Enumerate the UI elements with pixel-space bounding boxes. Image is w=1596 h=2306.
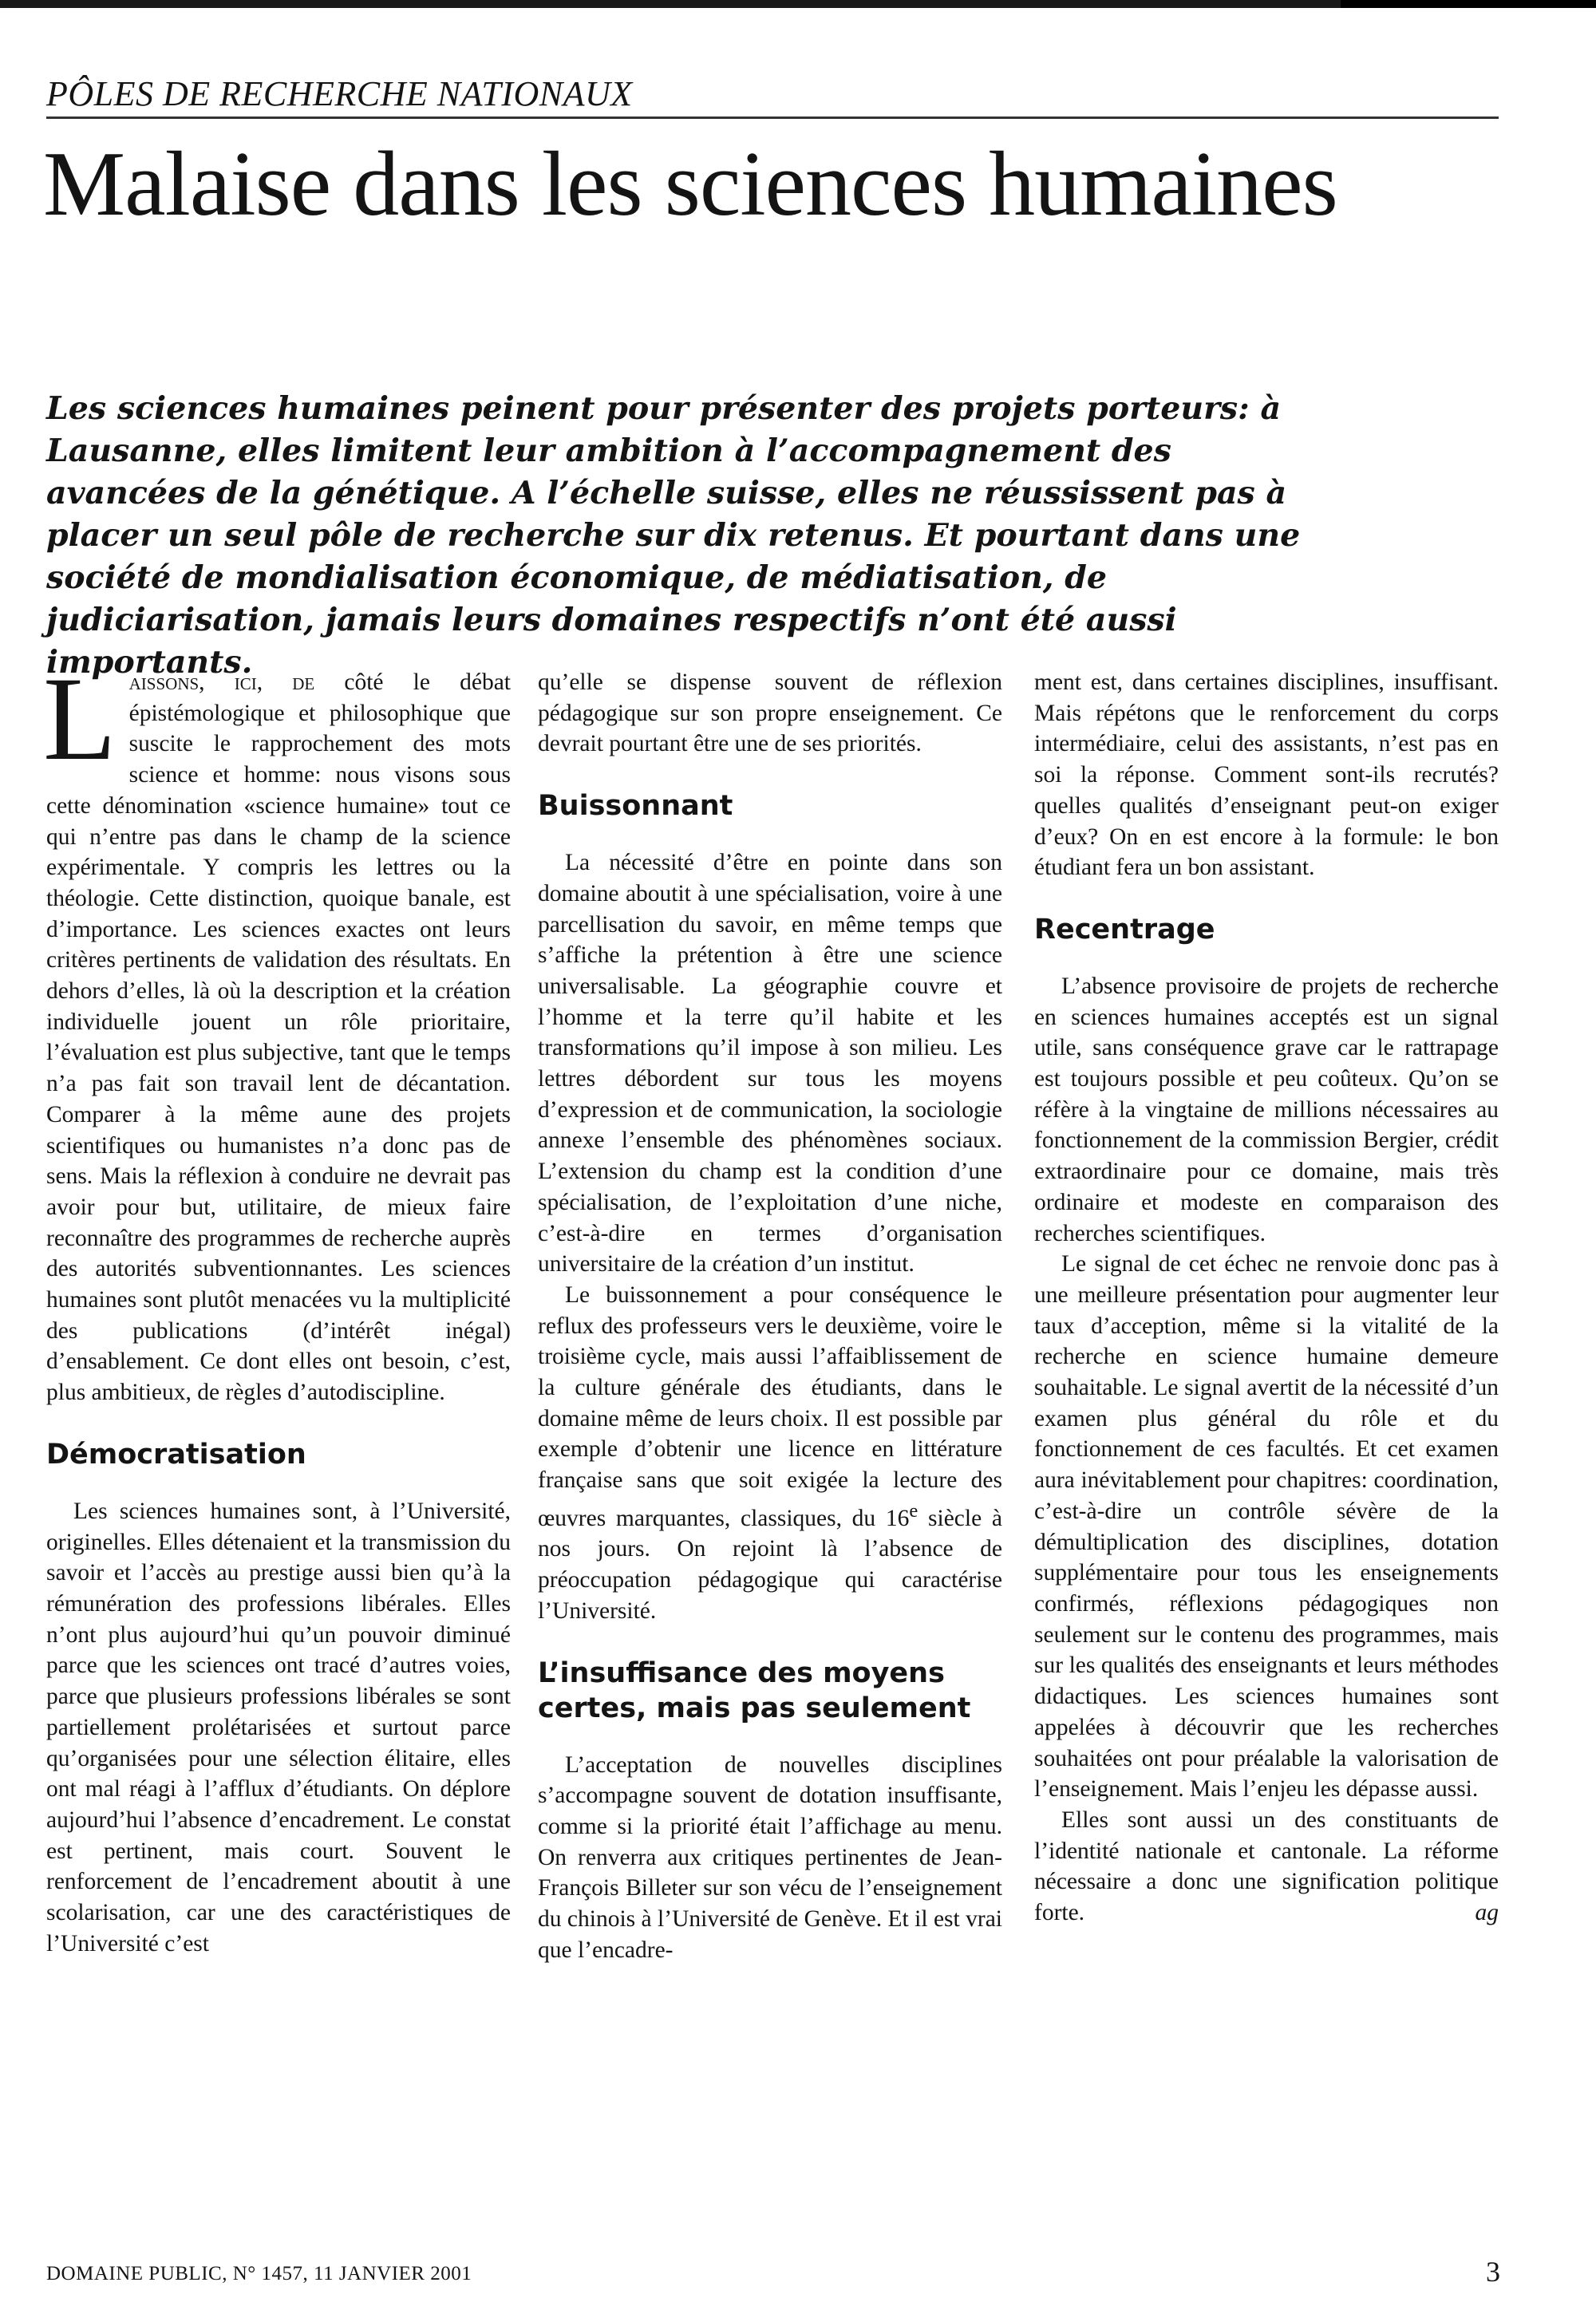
paragraph-insuffisance: L’acceptation de nouvelles disciplines s’accompagne souvent de dotation insuffisante, comme si la priorité était l’affichage au menu. On renverra aux critiques pertinentes de Jean-François Billeter sur son vécu de l’enseignement du chinois à l’Université de Genève. Et il est vrai que l’encadre-	[538, 1751, 1002, 1963]
top-border	[0, 0, 1596, 8]
footer-publication: DOMAINE PUBLIC, N° 1457, 11 JANVIER 2001	[46, 2263, 472, 2284]
drop-cap: L	[43, 653, 117, 785]
heading-democratisation: Démocratisation	[46, 1438, 306, 1471]
heading-recentrage: Recentrage	[1034, 913, 1215, 946]
column-1	[43, 653, 511, 1959]
paragraph-buissonnant-2	[538, 1280, 1002, 1627]
paragraph-democratisation-continued: qu’elle se dispense souvent de réflexion pédagogique sur son propre enseignement. Ce devrait pourtant être une de ses priorités.	[538, 669, 1002, 757]
opening-text: côté le débat épistémologique et philosophique que suscite le rapprochement des mots science et homme: nous visons sous cette dénomination «science humaine» tout ce qui n’entre pas dans le champ de la science expérimentale. Y compris les lettres ou la théologie. Cette distinction, quoique banale, est d’importance. Les sciences exactes ont leurs critères pertinents de validation des résultats. En dehors d’elles, là où la description et la création individuelle jouent un rôle prioritaire, l’évaluation est plus subjective, tant que le temps n’a pas fait son travail lent de décantation. Comparer à la même aune des projets scientifiques ou humanistes n’a donc pas de sens. Mais la réflexion à conduire ne devrait pas avoir pour but, utilitaire, de mieux faire reconnaître des programmes de recherche auprès des autorités subventionnantes. Les sciences humaines sont plutôt menacées vu la multiplicité des publications (d’intérêt inégal) d’ensablement. Ce dont elles ont besoin, c’est, plus ambitieux, de règles d’autodiscipline.	[46, 669, 511, 1406]
opening-smallcaps: aissons, ici, de	[128, 669, 315, 695]
article-lead: Les sciences humaines peinent pour présenter des projets porteurs: à Lausanne, elles limitent leur ambition à l’accompagnement des avancées de la génétique. A l’échelle suisse, elles ne réussissent pas à placer un seul pôle de recherche sur dix retenus. Et pourtant dans une société de mondialisation économique, de médiatisation, de judiciarisation, jamais leurs domaines respectifs n’ont été aussi importants.	[46, 390, 1301, 681]
section-kicker: PÔLES DE RECHERCHE NATIONAUX	[46, 73, 1499, 119]
paragraph-buissonnant-1: La nécessité d’être en pointe dans son domaine aboutit à une spécialisation, voire à une parcellisation du savoir, en même temps que s’affiche la prétention à être une science universalisable. La géographie couvre et l’homme et la terre qu’il habite et les transformations qu’il impose à son milieu. Les lettres débordent sur tous les moyens d’expression et de communication, la sociologie annexe l’ensemble des phénomènes sociaux. L’extension du champ est la condition d’une spécialisation, de l’exploitation d’une niche, c’est-à-dire en termes d’organisation universitaire de la création d’un institut.	[538, 850, 1002, 1277]
article-title: Malaise dans les sciences humaines	[43, 133, 1337, 235]
paragraph-recentrage-1: L’absence provisoire de projets de recherche en sciences humaines acceptés est un signal utile, sans conséquence grave car le rattrapage est toujours possible et peu coûteux. Qu’on se réfère à la vingtaine de millions nécessaires au fonctionnement de la commission Bergier, crédit extraordinaire pour ce domaine, mais très ordinaire et modeste en comparaison des recherches scientifiques.	[1034, 973, 1499, 1246]
buissonnant-2-text-a: Le buissonnement a pour conséquence le reflux des professeurs vers le deuxième, voire le troisième cycle, mais aussi l’affaiblissement de la culture générale des étudiants, dans le domaine même de leurs choix. Il est possible par exemple d’obtenir une licence en littérature française sans que soit exigée la lecture des œuvres marquantes, classiques, du 16	[538, 1281, 1002, 1531]
opening-paragraph	[43, 653, 511, 1408]
buissonnant-2-text-b: siècle à nos jours. On rejoint là l’absence de préoccupation pédagogique qui caractérise l’Université.	[538, 1505, 1003, 1624]
author-signature: ag	[1475, 1900, 1499, 1926]
century-superscript: e	[909, 1499, 918, 1522]
heading-buissonnant: Buissonnant	[538, 790, 733, 823]
column-2	[538, 667, 1002, 1965]
paragraph-insuffisance-continued: ment est, dans certaines disciplines, insuffisant. Mais répétons que le renforcement du corps intermédiaire, celui des assistants, n’est pas en soi la réponse. Comment sont-ils recrutés? quelles qualités d’enseignant peut-on exiger d’eux? On en est encore à la formule: le bon étudiant fera un bon assistant.	[1034, 669, 1499, 881]
recentrage-3-text: Elles sont aussi un des constituants de l’identité nationale et cantonale. La réforme nécessaire a donc une signification politique forte.	[1034, 1806, 1499, 1926]
paragraph-democratisation: Les sciences humaines sont, à l’Université, originelles. Elles détenaient et la transmission du savoir et l’accès au prestige aussi bien qu’à la rémunération des professions libérales. Elles n’ont plus aujourd’hui qu’un pouvoir diminué parce que les sciences ont tracé d’autres voies, parce que plusieurs professions libérales se sont partiellement prolétarisées et surtout parce qu’organisées pour une sélection élitaire, elles ont mal réagi à l’afflux d’étudiants. On déplore aujourd’hui l’absence d’encadrement. Le constat est pertinent, mais court. Souvent le renforcement de l’encadrement aboutit à une scolarisation, car une des caractéristiques de l’Université c’est	[46, 1498, 511, 1957]
heading-insuffisance: L’insuffisance des moyens certes, mais pas seulement	[538, 1656, 971, 1724]
page-number: 3	[1486, 2256, 1500, 2288]
paragraph-recentrage-3	[1034, 1805, 1499, 1929]
paragraph-recentrage-2: Le signal de cet échec ne renvoie donc pas à une meilleure présentation pour augmenter leur taux d’acception, même si la vitalité de la recherche en science humaine demeure souhaitable. Le signal avertit de la nécessité d’un examen plus général du rôle et du fonctionnement de ces facultés. Et cet examen aura inévitablement pour chapitres: coordination, c’est-à-dire un contrôle sévère de la démultiplication des disciplines, dotation supplémentaire pour tous les enseignements confirmés, réflexions pédagogiques non seulement sur le contenu des programmes, mais sur les qualités des enseignants et leurs méthodes didactiques. Les sciences humaines sont appelées à découvrir que les recherches souhaitées ont pour préalable la valorisation de l’enseignement. Mais l’enjeu les dépasse aussi.	[1034, 1251, 1499, 1803]
column-3	[1034, 667, 1499, 1929]
